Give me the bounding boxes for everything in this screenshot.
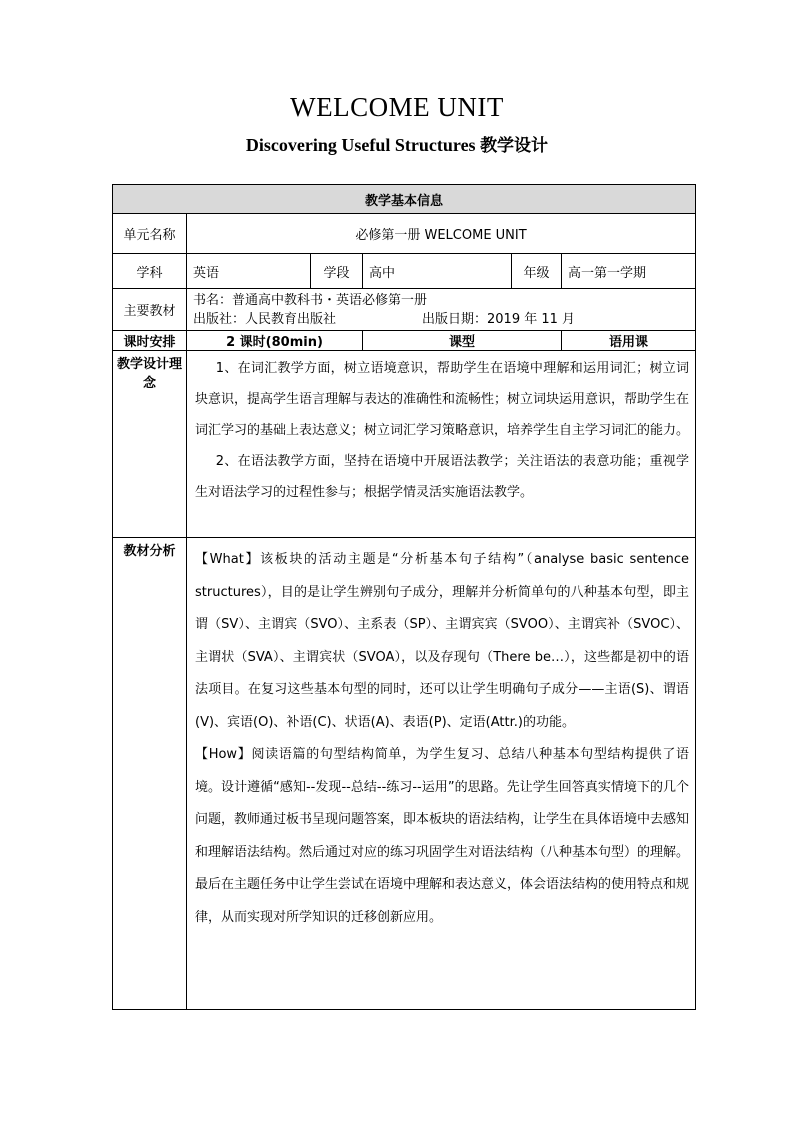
textbook-title: 书名：普通高中教科书・英语必修第一册	[193, 292, 428, 308]
stage-value: 高中	[363, 254, 512, 289]
grade-value: 高一第一学期	[562, 254, 696, 289]
stage-label: 学段	[311, 254, 363, 289]
concept-paragraph-1: 1、在词汇教学方面，树立语境意识，帮助学生在语境中理解和运用词汇；树立词块意识，提高学生语言理解与表达的准确性和流畅性；树立词块运用意识，帮助学生在词汇学习的基础上表达意义；树立词汇学习策略意识，培养学生自主学习词汇的能力。	[195, 361, 690, 438]
textbook-publisher: 出版社：人民教育出版社	[193, 311, 337, 327]
grade-label: 年级	[512, 254, 562, 289]
subtitle-chinese: 教学设计	[480, 136, 549, 156]
concept-label: 教学设计理念	[113, 351, 187, 538]
analysis-label: 教材分析	[113, 538, 187, 1010]
subject-label: 学科	[113, 254, 187, 289]
subject-value: 英语	[187, 254, 311, 289]
concept-paragraph-2: 2、在语法教学方面，坚持在语境中开展语法教学；关注语法的表意功能；重视学生对语法学习的过程性参与；根据学情灵活实施语法教学。	[195, 454, 690, 500]
type-value: 语用课	[562, 331, 696, 351]
document-subtitle	[0, 131, 794, 156]
teaching-info-table	[112, 184, 696, 1010]
table-header: 教学基本信息	[113, 185, 696, 214]
unit-label: 单元名称	[113, 214, 187, 254]
analysis-text	[187, 538, 696, 1010]
unit-value: 必修第一册 WELCOME UNIT	[187, 214, 696, 254]
analysis-paragraph-what: 【What】该板块的活动主题是“分析基本句子结构”（analyse basic sentence structures），目的是让学生辨别句子成分，理解并分析简单句的八种基本句型，即主谓（SV）、主谓宾（SVO）、主系表（SP）、主谓宾宾（SVOO）、主谓宾补（SVOC）、主谓状（SVA）、主谓宾状（SVOA），以及存现句（There be…），这些都是初中的语法项目。在复习这些基本句型的同时，还可以让学生明确句子成分——主语(S)、谓语(V)、宾语(O)、补语(C)、状语(A)、表语(P)、定语(Attr.)的功能。	[195, 552, 690, 730]
subtitle-english: Discovering Useful Structures	[245, 135, 481, 155]
type-label: 课型	[363, 331, 562, 351]
textbook-date: 出版日期：2019 年 11 月	[422, 311, 576, 327]
schedule-value: 2 课时(80min)	[187, 331, 363, 351]
textbook-label: 主要教材	[113, 289, 187, 331]
textbook-info	[187, 289, 696, 331]
concept-text	[187, 351, 696, 538]
schedule-label: 课时安排	[113, 331, 187, 351]
analysis-paragraph-how: 【How】阅读语篇的句型结构简单，为学生复习、总结八种基本句型结构提供了语境。设计遵循“感知--发现--总结--练习--运用”的思路。先让学生回答真实情境下的几个问题，教师通过板书呈现问题答案，即本板块的语法结构，让学生在具体语境中去感知和理解语法结构。然后通过对应的练习巩固学生对语法结构（八种基本句型）的理解。最后在主题任务中让学生尝试在语境中理解和表达意义，体会语法结构的使用特点和规律，从而实现对所学知识的迁移创新应用。	[195, 747, 690, 925]
document-title: WELCOME UNIT	[290, 92, 504, 122]
